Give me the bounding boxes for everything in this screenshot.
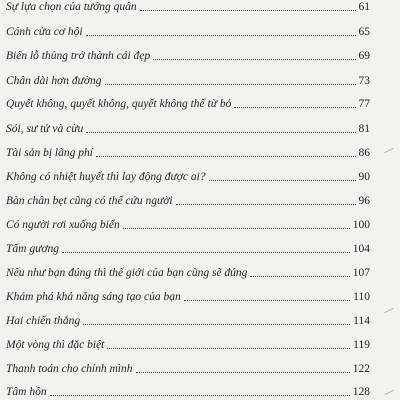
toc-entry-title: Không có nhiệt huyết thì lay động được ai? — [6, 171, 206, 183]
toc-entry — [6, 358, 370, 376]
toc-entry — [6, 21, 370, 39]
toc-entry — [6, 142, 370, 160]
toc-entry — [6, 238, 370, 256]
toc-entry-title: Một vòng thì đặc biệt — [6, 339, 105, 351]
toc-entry-page: 69 — [358, 50, 370, 62]
toc-entry-title: Khám phá khả năng sáng tạo của bạn — [6, 291, 181, 303]
toc-entry-page: 96 — [358, 195, 370, 207]
toc-entry-title: Biến lỗ thủng trở thành cái đẹp — [6, 50, 151, 62]
toc-dot-leader — [86, 34, 356, 36]
toc-entry-page: 128 — [352, 386, 370, 398]
toc-entry-title: Quyết không, quyết không, quyết không thể từ bỏ — [6, 98, 232, 110]
toc-dot-leader — [50, 394, 350, 396]
toc-dot-leader — [184, 299, 350, 301]
toc-dot-leader — [140, 9, 356, 11]
toc-entry-title: Bàn chân bẹt cũng có thể cứu người — [6, 195, 173, 207]
toc-dot-leader — [176, 203, 356, 205]
toc-entry — [6, 286, 370, 304]
toc-dot-leader — [153, 58, 355, 60]
toc-entry — [6, 118, 370, 136]
toc-entry — [6, 214, 370, 232]
toc-entry-title: Sói, sư tử và cừu — [6, 123, 84, 135]
toc-entry — [6, 70, 370, 88]
toc-entry-page: 73 — [358, 75, 370, 87]
toc-entry-title: Tâm hồn — [6, 386, 47, 398]
toc-dot-leader — [86, 131, 355, 133]
toc-entry — [6, 166, 370, 184]
toc-entry-title: Chân dài hơn đường — [6, 75, 102, 87]
toc-entry — [6, 381, 370, 399]
toc-entry-page: 81 — [358, 123, 370, 135]
toc-entry-title: Thanh toán cho chính mình — [6, 363, 133, 375]
toc-entry-title: Tài sản bị lãng phí — [6, 147, 93, 159]
toc-dot-leader — [209, 179, 356, 181]
toc-entry — [6, 0, 370, 14]
toc-entry — [6, 190, 370, 208]
toc-entry-title: Cánh cửa cơ hội — [6, 26, 83, 38]
toc-dot-leader — [83, 323, 350, 325]
toc-entry-page: 86 — [358, 147, 370, 159]
toc-entry — [6, 93, 370, 111]
toc-entry-page: 114 — [353, 315, 370, 327]
toc-entry-page: 77 — [358, 98, 370, 110]
toc-entry-page: 65 — [358, 26, 370, 38]
toc-entry — [6, 334, 370, 352]
toc-dot-leader — [234, 106, 355, 108]
toc-entry-page: 119 — [353, 339, 370, 351]
toc-entry-page: 61 — [358, 1, 370, 13]
toc-dot-leader — [105, 83, 356, 85]
toc-entry-title: Có người rơi xuống biển — [6, 219, 120, 231]
toc-entry — [6, 262, 370, 280]
toc-entry-title: Hai chiến thắng — [6, 315, 81, 327]
toc-entry-title: Sự lựa chọn của tướng quân — [6, 1, 137, 13]
toc-entry-page: 107 — [352, 267, 370, 279]
toc-entry — [6, 310, 370, 328]
toc-dot-leader — [250, 275, 349, 277]
toc-dot-leader — [136, 371, 350, 373]
toc-entry — [6, 45, 370, 63]
toc-dot-leader — [123, 227, 350, 229]
toc-dot-leader — [62, 251, 350, 253]
toc-entry-page: 90 — [358, 171, 370, 183]
toc-dot-leader — [107, 347, 350, 349]
toc-entry-page: 122 — [352, 363, 370, 375]
toc-entry-page: 104 — [352, 243, 370, 255]
toc-dot-leader — [96, 155, 356, 157]
toc-entry-title: Tấm gương — [6, 243, 59, 255]
toc-entry-page: 100 — [352, 219, 370, 231]
toc-entry-page: 110 — [353, 291, 370, 303]
toc-entry-title: Nếu như bạn đúng thì thế giới của bạn cũng sẽ đúng — [6, 267, 248, 279]
